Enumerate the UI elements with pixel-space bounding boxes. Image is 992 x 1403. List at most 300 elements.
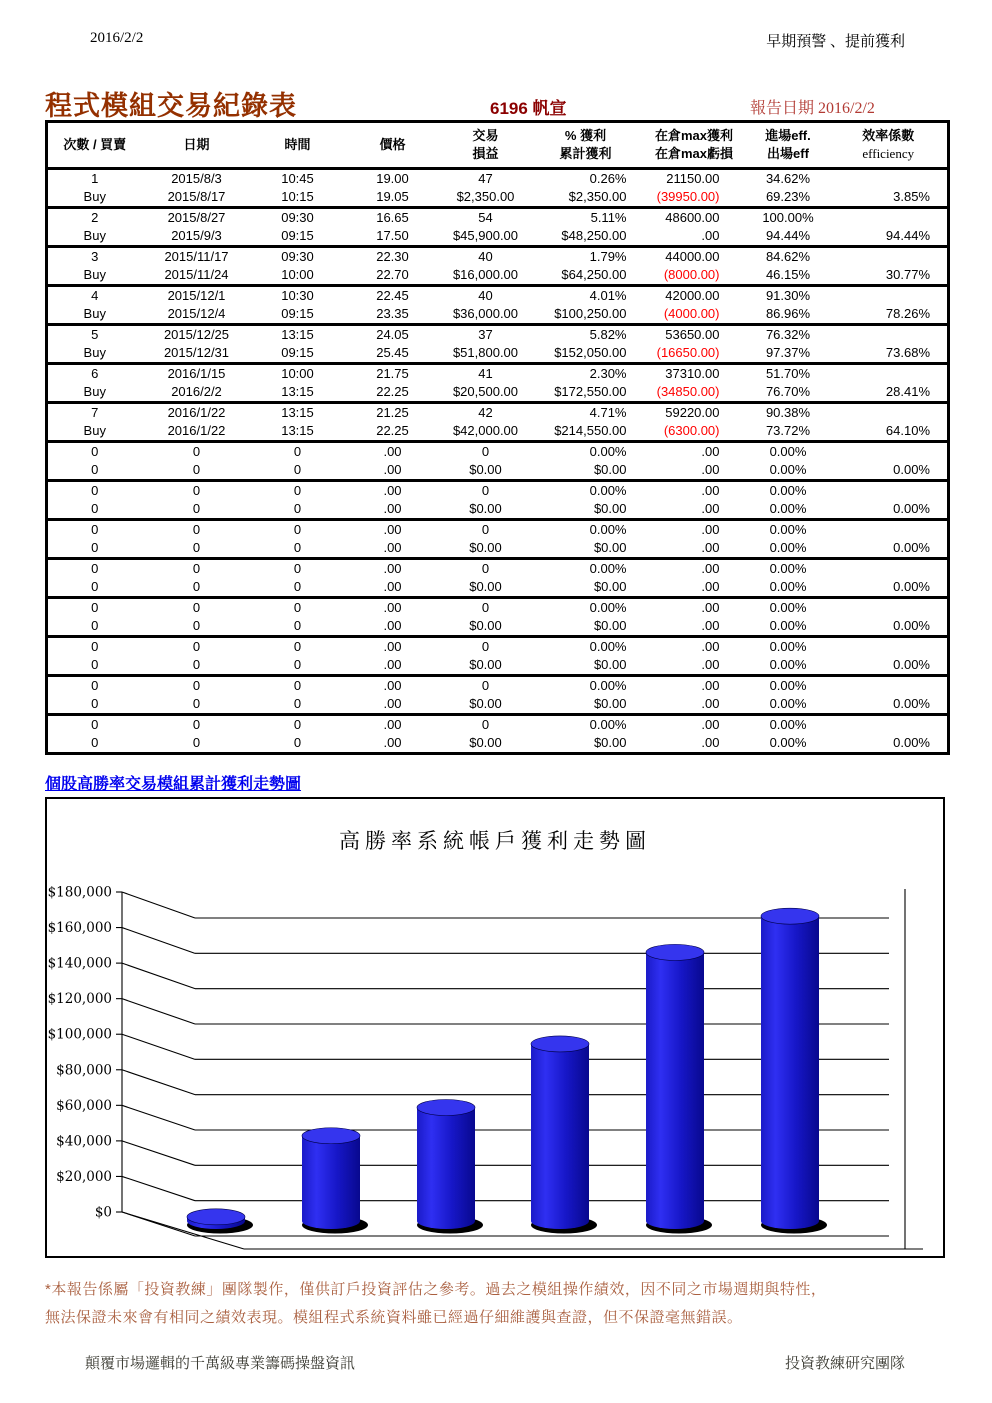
table-cell [830,637,949,657]
gridline [122,892,195,918]
table-cell: $214,550.00 [554,423,627,438]
table-cell: 0.00% [589,444,627,459]
table-cell: $0.00 [469,540,502,555]
table-cell: 13:15 [281,405,314,420]
table-cell: 10:00 [281,366,314,381]
table-cell: 28.41% [885,384,930,399]
table-cell: 0 [91,600,99,615]
table-cell: .00 [701,483,720,498]
table-row [47,520,949,540]
gridline [122,928,195,954]
table-cell: 0 [481,717,490,732]
table-cell: 0.00% [769,579,807,594]
table-cell: .00 [383,657,402,672]
table-row [47,383,949,403]
table-row [47,578,949,598]
table-cell: $0.00 [593,579,627,594]
table-cell: $2,350.00 [568,189,627,204]
table-cell: 0 [293,561,302,576]
disclaimer-line: *本報告係屬「投資教練」團隊製作，僅供訂戶投資評估之參考。過去之模組操作績效，因不同之市場週期與特性， [45,1281,827,1298]
gridline [122,1105,195,1130]
table-cell: 2015/12/1 [167,288,226,303]
column-header: 次數 / 買賣 [63,137,127,153]
table-cell: .00 [383,717,402,732]
table-cell: 21.25 [376,405,409,420]
table-cell: 0.00% [589,717,627,732]
table-row [47,715,949,735]
table-cell: 0 [293,678,302,693]
table-cell: 0 [293,579,302,594]
table-cell: 0 [293,717,302,732]
table-cell: 0 [91,618,99,633]
table-cell: .00 [383,483,402,498]
chart-bar [761,908,827,1233]
table-cell: 5 [91,327,99,342]
y-axis-label: $20,000 [56,1168,112,1185]
table-cell: 2016/1/15 [167,366,226,381]
trade-block [47,676,949,715]
gridline [122,1034,195,1059]
table-row [47,364,949,384]
table-cell: .00 [383,639,402,654]
table-cell: 0 [293,639,302,654]
column-header: 效率係數 efficiency [862,128,915,161]
table-cell: 0.00% [589,639,627,654]
table-cell: 0 [293,696,302,711]
trades-table-section [45,120,947,755]
table-cell: 0.00% [769,639,807,654]
table-cell: 4.71% [589,405,627,420]
table-cell: (39950.00) [656,189,720,204]
table-cell: (6300.00) [663,423,720,438]
table-cell: 37 [478,327,493,342]
disclaimer-line: 無法保證未來會有相同之績效表現。模組程式系統資料雖已經過仔細維護與查證，但不保證毫無錯誤。 [45,1308,743,1326]
table-cell: 2 [91,210,99,225]
table-cell: 0 [293,540,302,555]
table-cell: Buy [83,306,106,321]
footer-right: 投資教練研究團隊 [784,1355,905,1372]
table-cell: 2015/11/17 [164,249,229,264]
table-cell: 4.01% [589,288,627,303]
table-cell: 40 [478,288,493,303]
table-cell: 2015/8/3 [171,171,222,186]
table-cell: $0.00 [593,735,627,750]
table-cell: Buy [83,384,106,399]
table-cell: 0.00% [893,735,930,750]
table-cell: 54 [478,210,493,225]
table-cell: 2015/11/24 [164,267,229,282]
table-cell: 46.15% [765,267,811,282]
table-cell: .00 [383,462,402,477]
table-cell: 86.96% [765,306,811,321]
table-cell: 0 [293,657,302,672]
table-row [47,598,949,618]
chart-bar [646,944,712,1233]
table-cell: 0 [293,618,302,633]
table-cell: 0.00% [893,579,930,594]
table-cell: $2,350.00 [456,189,515,204]
table-cell [830,520,949,540]
table-cell: (34850.00) [656,384,720,399]
table-cell: 0.00% [769,600,807,615]
trade-block [47,286,949,325]
chart-panel [45,797,945,1258]
table-cell: $0.00 [593,657,627,672]
table-row [47,169,949,189]
table-cell: $0.00 [469,735,502,750]
table-cell: 0 [481,444,490,459]
table-cell: 0 [293,462,302,477]
table-cell: 0.00% [893,618,930,633]
table-cell: 0 [192,678,201,693]
table-cell: 0.00% [769,522,807,537]
table-cell: 0 [192,483,201,498]
document-tagline: 早期預警 、提前獲利 [766,34,905,50]
table-cell: 0 [91,639,99,654]
table-cell: 21.75 [376,366,409,381]
table-cell: .00 [383,678,402,693]
table-cell: 3.85% [893,189,930,204]
table-cell: 0 [481,600,490,615]
table-cell: 6 [91,366,99,381]
table-cell: (8000.00) [663,267,720,282]
table-cell: .00 [701,600,720,615]
table-cell: 0 [293,483,302,498]
table-cell: 2.30% [589,366,627,381]
table-cell: 2016/2/2 [171,384,222,399]
table-row [47,286,949,306]
table-cell: .00 [701,696,720,711]
table-row [47,695,949,715]
table-cell: 10:00 [281,267,314,282]
table-cell: 0.00% [589,678,627,693]
trades-table [45,120,950,755]
table-cell: $0.00 [469,618,502,633]
footer-left: 顛覆市場邏輯的千萬級專業籌碼操盤資訊 [85,1355,356,1372]
table-cell: 0 [192,618,201,633]
table-cell: 0 [91,522,99,537]
table-row [47,481,949,501]
table-row [47,676,949,696]
trade-block [47,169,949,208]
table-cell: .00 [383,600,402,615]
table-cell: $16,000.00 [452,267,519,282]
column-header: 價格 [379,137,406,153]
table-cell: $0.00 [593,462,627,477]
table-row [47,734,949,754]
table-cell: 0 [192,717,201,732]
table-cell: 0 [91,696,99,711]
table-cell: 53650.00 [665,327,720,342]
table-cell: (16650.00) [656,345,720,360]
y-axis-label: $180,000 [47,884,112,901]
gridline [122,963,195,989]
table-cell: $42,000.00 [452,423,519,438]
table-row [47,247,949,267]
table-cell: 30.77% [885,267,930,282]
table-cell: 0.00% [769,735,807,750]
table-cell: 0.00% [589,522,627,537]
table-cell: 0 [481,678,490,693]
column-header: 進場eff. 出場eff [765,128,811,161]
table-row [47,539,949,559]
chart-bar [187,1209,253,1234]
table-cell: 1 [91,171,99,186]
trade-block [47,208,949,247]
table-cell: 0 [91,678,99,693]
table-cell: 0 [293,501,302,516]
table-cell: 51.70% [765,366,811,381]
header-row [47,122,949,169]
table-cell: 0.00% [893,501,930,516]
table-cell: Buy [83,423,106,438]
table-cell: 13:15 [281,384,314,399]
table-cell: 48600.00 [665,210,720,225]
table-cell: .00 [383,696,402,711]
table-cell: 0 [192,522,201,537]
table-cell: 0 [293,522,302,537]
column-header: 交易 損益 [472,128,499,161]
table-cell: 0.00% [769,444,807,459]
table-cell: 0 [192,600,201,615]
table-cell: 0 [192,444,201,459]
disclaimer [45,1276,925,1331]
table-cell: .00 [701,579,720,594]
table-cell: 100.00% [762,210,814,225]
table-row [47,266,949,286]
table-cell: .00 [701,501,720,516]
table-cell: $0.00 [593,696,627,711]
table-cell: 0 [192,540,201,555]
table-cell: 59220.00 [665,405,720,420]
table-cell: 2015/12/31 [163,345,230,360]
table-cell: 0 [91,561,99,576]
table-cell: $0.00 [469,696,502,711]
trade-block [47,715,949,754]
table-cell: 10:30 [281,288,314,303]
y-axis-label: $120,000 [47,991,112,1008]
table-cell: 0 [91,579,99,594]
table-cell: 09:30 [281,249,314,264]
table-row [47,227,949,247]
table-cell: 0 [481,522,490,537]
y-axis-label: $140,000 [47,955,112,972]
table-cell: .00 [701,228,720,243]
table-cell: 0 [192,462,201,477]
table-cell: .00 [701,678,720,693]
table-cell: .00 [383,444,402,459]
table-cell [830,715,949,735]
table-cell: 0 [192,657,201,672]
y-axis-label: $0 [94,1204,112,1221]
trade-block [47,325,949,364]
table-cell: 42000.00 [665,288,720,303]
table-cell: 0.00% [769,561,807,576]
table-cell: .00 [383,735,402,750]
table-cell: 0 [91,444,99,459]
table-cell: 4 [91,288,99,303]
table-row [47,403,949,423]
table-cell: 44000.00 [665,249,720,264]
table-cell: 0 [91,501,99,516]
table-cell: 0.00% [769,678,807,693]
table-cell: 0 [192,639,201,654]
table-cell: 0.00% [769,696,807,711]
table-cell: 22.25 [376,423,409,438]
chart-bar [302,1128,368,1234]
trade-block [47,637,949,676]
table-cell: 0.00% [589,600,627,615]
table-row [47,559,949,579]
table-cell: 0 [91,657,99,672]
table-cell: 0 [91,483,99,498]
table-cell: 69.23% [765,189,811,204]
table-cell: 94.44% [765,228,811,243]
profit-chart [47,799,943,1256]
page-title: 程式模組交易紀錄表 [45,91,297,121]
table-cell: $20,500.00 [452,384,519,399]
table-cell: (4000.00) [663,306,720,321]
chart-bar [417,1099,483,1233]
table-cell: 0 [293,600,302,615]
table-cell: 73.68% [885,345,930,360]
table-cell: 2015/9/3 [171,228,222,243]
table-cell: 09:30 [281,210,314,225]
table-cell: .00 [383,501,402,516]
table-cell: 0 [481,483,490,498]
table-cell [830,559,949,579]
gridline [122,999,195,1024]
trade-block [47,364,949,403]
table-cell: 24.05 [376,327,409,342]
table-cell: Buy [83,228,106,243]
y-axis-label: $100,000 [47,1026,112,1043]
table-cell: .00 [701,657,720,672]
table-cell: 40 [478,249,493,264]
table-row [47,656,949,676]
table-cell: 17.50 [376,228,409,243]
table-cell: .00 [701,735,720,750]
table-cell [830,247,949,267]
trade-block [47,520,949,559]
table-cell: 64.10% [885,423,930,438]
table-cell: 7 [91,405,99,420]
gridline [122,1176,195,1200]
table-cell: 0.00% [893,462,930,477]
trade-block [47,598,949,637]
gridline [122,1070,195,1095]
table-cell: $0.00 [469,462,502,477]
column-header: 時間 [284,137,311,153]
section-heading: 個股高勝率交易模組累計獲利走勢圖 [45,776,302,793]
table-cell [830,208,949,228]
table-cell: $45,900.00 [452,228,519,243]
table-cell: 25.45 [376,345,409,360]
table-cell: $0.00 [593,501,627,516]
table-row [47,188,949,208]
table-cell: $0.00 [593,618,627,633]
y-axis-label: $160,000 [47,920,112,937]
table-cell: $36,000.00 [452,306,519,321]
table-cell: 0.00% [589,561,627,576]
table-row [47,325,949,345]
table-cell: $48,250.00 [561,228,627,243]
table-cell: 5.11% [590,210,627,225]
table-row [47,500,949,520]
table-cell: $0.00 [593,540,627,555]
table-cell: $64,250.00 [561,267,627,282]
table-row [47,442,949,462]
table-cell: 0.00% [769,540,807,555]
table-cell: 0 [192,735,201,750]
table-cell [830,364,949,384]
table-cell: 34.62% [765,171,811,186]
table-cell: .00 [383,561,402,576]
table-cell [830,325,949,345]
table-cell: 22.25 [376,384,409,399]
table-cell: 22.30 [376,249,409,264]
table-cell: 0 [293,444,302,459]
table-cell: 42 [478,405,493,420]
table-cell: $172,550.00 [554,384,627,399]
y-axis-label: $40,000 [56,1133,112,1150]
table-cell: 0 [91,735,99,750]
table-cell [830,598,949,618]
table-cell: 94.44% [885,228,930,243]
y-axis-label: $60,000 [56,1097,112,1114]
trade-block [47,403,949,442]
table-cell: .00 [383,618,402,633]
table-cell: Buy [83,267,106,282]
table-cell: 47 [478,171,493,186]
table-row [47,617,949,637]
table-cell: 91.30% [765,288,811,303]
report-date: 報告日期 2016/2/2 [750,100,875,117]
table-cell: $100,250.00 [554,306,627,321]
table-cell [830,442,949,462]
table-cell: 0.00% [589,483,627,498]
table-cell: 0 [192,579,201,594]
table-cell: .00 [701,522,720,537]
trade-block [47,442,949,481]
table-cell: 10:45 [281,171,314,186]
table-cell: 22.70 [376,267,409,282]
table-cell: $152,050.00 [554,345,627,360]
table-cell: 0.26% [589,171,627,186]
table-cell: 73.72% [765,423,811,438]
table-row [47,422,949,442]
table-cell: .00 [383,522,402,537]
table-cell [830,286,949,306]
table-cell: 19.05 [376,189,409,204]
table-cell: 2016/1/22 [167,423,226,438]
table-cell: .00 [701,561,720,576]
table-cell: 0.00% [769,657,807,672]
table-cell: $0.00 [469,501,502,516]
table-cell: 78.26% [885,306,930,321]
table-cell: .00 [701,462,720,477]
table-cell: 0.00% [769,717,807,732]
table-cell: 21150.00 [666,171,720,186]
table-cell: 23.35 [376,306,409,321]
table-cell: 97.37% [765,345,811,360]
table-cell: 22.45 [376,288,409,303]
table-cell: 0 [481,639,490,654]
table-cell: 2015/8/17 [167,189,226,204]
table-cell: .00 [701,717,720,732]
stock-id: 6196 帆宣 [490,99,567,118]
table-row [47,344,949,364]
